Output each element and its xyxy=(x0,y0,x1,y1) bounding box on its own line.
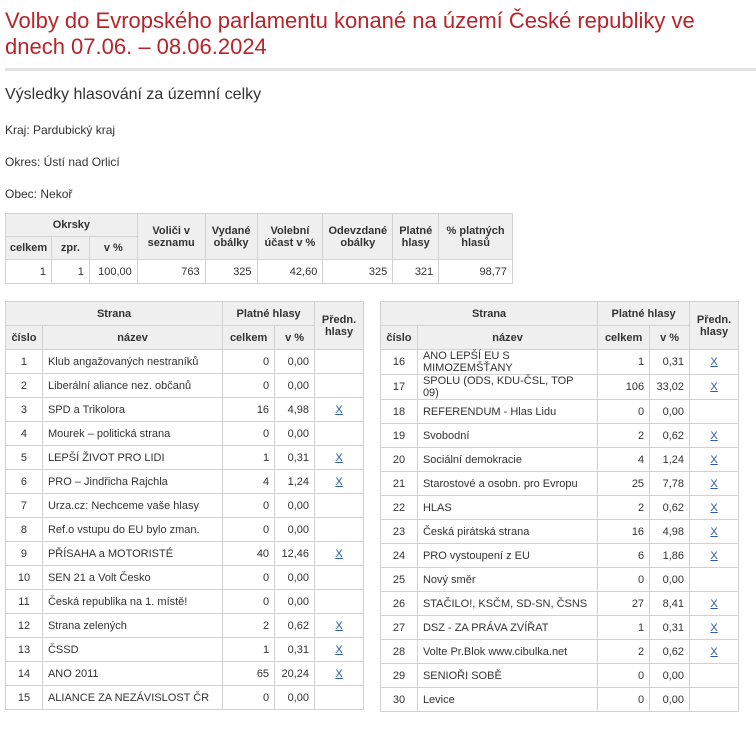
party-results-table-right xyxy=(380,301,739,712)
party-votes-total: 2 xyxy=(598,424,650,448)
header-platne-hlasy: Platné hlasy xyxy=(223,302,315,326)
party-votes-pct: 12,46 xyxy=(275,542,315,566)
party-name: ČSSD xyxy=(42,638,222,662)
party-votes-pct: 7,78 xyxy=(650,472,690,496)
party-votes-total: 25 xyxy=(598,472,650,496)
table-row xyxy=(6,494,364,518)
preferential-votes-link[interactable]: X xyxy=(335,643,343,656)
preferential-votes-link[interactable]: X xyxy=(710,549,718,562)
preferential-votes-link[interactable]: X xyxy=(710,597,718,610)
okrsky-vpct-value: 100,00 xyxy=(89,260,137,284)
party-number: 24 xyxy=(381,544,418,568)
page-title: Volby do Evropského parlamentu konané na území České republiky ve dnech 07.06. – 08.06.2024 xyxy=(5,8,695,59)
header-platne: Platné hlasy xyxy=(393,214,439,260)
preferential-votes-link[interactable]: X xyxy=(710,429,718,442)
kraj-label: Kraj: Pardubický kraj xyxy=(5,123,116,137)
preferential-votes-cell xyxy=(315,350,364,374)
party-votes-total: 0 xyxy=(598,688,650,712)
preferential-votes-cell xyxy=(315,614,364,638)
preferential-votes-link[interactable]: X xyxy=(335,619,343,632)
party-votes-total: 4 xyxy=(223,470,275,494)
preferential-votes-cell xyxy=(690,544,739,568)
party-votes-pct: 0,00 xyxy=(650,688,690,712)
party-number: 12 xyxy=(6,614,43,638)
party-votes-total: 6 xyxy=(598,544,650,568)
table-row xyxy=(381,688,739,712)
table-row xyxy=(6,422,364,446)
party-name: Starostové a osobn. pro Evropu xyxy=(417,472,597,496)
party-number: 17 xyxy=(381,375,418,400)
party-name: Liberální aliance nez. občanů xyxy=(42,374,222,398)
party-name: SPD a Trikolora xyxy=(42,398,222,422)
party-name: PŘÍSAHA a MOTORISTÉ xyxy=(42,542,222,566)
header-ucast: Volební účast v % xyxy=(257,214,323,260)
table-row xyxy=(381,520,739,544)
header-celkem: celkem xyxy=(598,326,650,350)
header-okrsky-vpct: v % xyxy=(89,237,137,260)
okres-label: Okres: Ústí nad Orlicí xyxy=(5,155,120,169)
table-row xyxy=(381,640,739,664)
party-number: 4 xyxy=(6,422,43,446)
party-votes-pct: 33,02 xyxy=(650,375,690,400)
party-number: 10 xyxy=(6,566,43,590)
party-number: 20 xyxy=(381,448,418,472)
party-number: 1 xyxy=(6,350,43,374)
preferential-votes-cell xyxy=(315,494,364,518)
party-number: 11 xyxy=(6,590,43,614)
party-votes-pct: 0,00 xyxy=(650,664,690,688)
preferential-votes-link[interactable]: X xyxy=(335,475,343,488)
party-number: 7 xyxy=(6,494,43,518)
header-predn-hlasy: Předn. hlasy xyxy=(315,302,364,350)
party-name: SPOLU (ODS, KDU-ČSL, TOP 09) xyxy=(417,375,597,400)
party-votes-pct: 0,62 xyxy=(275,614,315,638)
table-row xyxy=(6,446,364,470)
table-row xyxy=(6,566,364,590)
table-row xyxy=(381,350,739,375)
party-votes-pct: 0,00 xyxy=(275,374,315,398)
preferential-votes-link[interactable]: X xyxy=(335,667,343,680)
okrsky-zpr-value: 1 xyxy=(51,260,89,284)
party-votes-total: 40 xyxy=(223,542,275,566)
table-row xyxy=(6,350,364,374)
preferential-votes-cell xyxy=(690,688,739,712)
party-votes-total: 0 xyxy=(223,518,275,542)
preferential-votes-cell xyxy=(690,375,739,400)
party-votes-pct: 0,62 xyxy=(650,424,690,448)
party-number: 19 xyxy=(381,424,418,448)
preferential-votes-cell xyxy=(690,616,739,640)
party-name: ALIANCE ZA NEZÁVISLOST ČR xyxy=(42,686,222,710)
header-okrsky-zpr: zpr. xyxy=(51,237,89,260)
preferential-votes-cell xyxy=(315,422,364,446)
party-name: Volte Pr.Blok www.cibulka.net xyxy=(417,640,597,664)
party-number: 2 xyxy=(6,374,43,398)
party-name: Klub angažovaných nestraníků xyxy=(42,350,222,374)
party-number: 16 xyxy=(381,350,418,375)
party-votes-pct: 0,31 xyxy=(275,446,315,470)
party-name: REFERENDUM - Hlas Lidu xyxy=(417,400,597,424)
party-number: 18 xyxy=(381,400,418,424)
preferential-votes-cell xyxy=(315,446,364,470)
party-name: Česká republika na 1. místě! xyxy=(42,590,222,614)
party-number: 3 xyxy=(6,398,43,422)
party-votes-pct: 4,98 xyxy=(275,398,315,422)
party-number: 13 xyxy=(6,638,43,662)
party-votes-pct: 0,62 xyxy=(650,640,690,664)
preferential-votes-cell xyxy=(315,542,364,566)
preferential-votes-cell xyxy=(315,686,364,710)
party-name: PRO vystoupení z EU xyxy=(417,544,597,568)
preferential-votes-link[interactable]: X xyxy=(710,477,718,490)
platne-value: 321 xyxy=(393,260,439,284)
preferential-votes-link[interactable]: X xyxy=(710,381,718,393)
party-votes-total: 2 xyxy=(223,614,275,638)
party-name: ANO LEPŠÍ EU S MIMOZEMŠŤANY xyxy=(417,350,597,375)
party-name: Sociální demokracie xyxy=(417,448,597,472)
table-row xyxy=(6,686,364,710)
party-name: Strana zelených xyxy=(42,614,222,638)
header-vydane: Vydané obálky xyxy=(205,214,257,260)
preferential-votes-cell xyxy=(690,472,739,496)
party-number: 26 xyxy=(381,592,418,616)
header-celkem: celkem xyxy=(223,326,275,350)
party-votes-pct: 0,00 xyxy=(275,422,315,446)
party-number: 22 xyxy=(381,496,418,520)
party-name: Urza.cz: Nechceme vaše hlasy xyxy=(42,494,222,518)
party-votes-total: 65 xyxy=(223,662,275,686)
party-name: LEPŠÍ ŽIVOT PRO LIDI xyxy=(42,446,222,470)
party-votes-pct: 1,86 xyxy=(650,544,690,568)
preferential-votes-cell xyxy=(315,566,364,590)
obec-label: Obec: Nekoř xyxy=(5,187,73,201)
party-votes-pct: 0,31 xyxy=(650,350,690,375)
party-votes-total: 0 xyxy=(223,374,275,398)
header-cislo: číslo xyxy=(6,326,43,350)
header-strana: Strana xyxy=(6,302,223,326)
table-row xyxy=(6,662,364,686)
party-votes-total: 0 xyxy=(223,686,275,710)
party-number: 15 xyxy=(6,686,43,710)
party-name: HLAS xyxy=(417,496,597,520)
party-name: SEN 21 a Volt Česko xyxy=(42,566,222,590)
preferential-votes-cell xyxy=(690,448,739,472)
preferential-votes-cell xyxy=(315,374,364,398)
party-votes-total: 1 xyxy=(223,638,275,662)
table-row xyxy=(381,400,739,424)
table-row xyxy=(381,496,739,520)
header-vpct: v % xyxy=(275,326,315,350)
party-votes-pct: 0,62 xyxy=(650,496,690,520)
party-name: Česká pirátská strana xyxy=(417,520,597,544)
table-row xyxy=(6,374,364,398)
table-row xyxy=(6,398,364,422)
party-votes-pct: 0,00 xyxy=(275,518,315,542)
party-votes-total: 16 xyxy=(598,520,650,544)
preferential-votes-link[interactable]: X xyxy=(335,403,343,416)
table-row xyxy=(6,590,364,614)
party-votes-total: 106 xyxy=(598,375,650,400)
okrsky-celkem-value: 1 xyxy=(6,260,52,284)
party-number: 6 xyxy=(6,470,43,494)
party-votes-pct: 0,00 xyxy=(275,566,315,590)
header-odevzdane: Odevzdané obálky xyxy=(323,214,393,260)
party-name: Nový směr xyxy=(417,568,597,592)
party-votes-total: 1 xyxy=(223,446,275,470)
party-votes-total: 0 xyxy=(598,664,650,688)
table-row xyxy=(6,518,364,542)
table-row xyxy=(6,614,364,638)
preferential-votes-cell xyxy=(690,400,739,424)
party-votes-total: 2 xyxy=(598,640,650,664)
party-name: SENIOŘI SOBĚ xyxy=(417,664,597,688)
table-row xyxy=(381,568,739,592)
preferential-votes-cell xyxy=(315,662,364,686)
table-row xyxy=(381,544,739,568)
party-name: Svobodní xyxy=(417,424,597,448)
party-votes-total: 0 xyxy=(223,590,275,614)
preferential-votes-link[interactable]: X xyxy=(710,501,718,514)
party-votes-pct: 0,00 xyxy=(650,400,690,424)
table-row xyxy=(6,638,364,662)
header-pct-platnych: % platných hlasů xyxy=(439,214,513,260)
table-row xyxy=(381,616,739,640)
party-votes-total: 27 xyxy=(598,592,650,616)
preferential-votes-cell xyxy=(690,424,739,448)
header-vpct: v % xyxy=(650,326,690,350)
party-votes-pct: 0,00 xyxy=(275,590,315,614)
table-row xyxy=(381,448,739,472)
table-row xyxy=(381,592,739,616)
header-volici: Voliči v seznamu xyxy=(137,214,205,260)
table-row xyxy=(381,375,739,400)
party-number: 30 xyxy=(381,688,418,712)
party-votes-pct: 4,98 xyxy=(650,520,690,544)
party-votes-total: 0 xyxy=(598,400,650,424)
preferential-votes-cell xyxy=(690,664,739,688)
header-okrsky-celkem: celkem xyxy=(6,237,52,260)
preferential-votes-link[interactable]: X xyxy=(710,621,718,634)
preferential-votes-link[interactable]: X xyxy=(710,525,718,538)
party-votes-total: 1 xyxy=(598,350,650,375)
party-votes-pct: 1,24 xyxy=(275,470,315,494)
pct-platnych-value: 98,77 xyxy=(439,260,513,284)
party-name: ANO 2011 xyxy=(42,662,222,686)
preferential-votes-cell xyxy=(690,592,739,616)
table-row xyxy=(381,424,739,448)
preferential-votes-cell xyxy=(690,520,739,544)
header-nazev: název xyxy=(42,326,222,350)
party-votes-pct: 0,00 xyxy=(275,494,315,518)
party-number: 8 xyxy=(6,518,43,542)
summary-row xyxy=(6,260,513,284)
party-votes-total: 0 xyxy=(223,350,275,374)
ucast-value: 42,60 xyxy=(257,260,323,284)
preferential-votes-cell xyxy=(315,590,364,614)
party-name: Ref.o vstupu do EU bylo zman. xyxy=(42,518,222,542)
party-votes-pct: 20,24 xyxy=(275,662,315,686)
summary-table xyxy=(5,213,513,284)
party-votes-total: 0 xyxy=(223,422,275,446)
party-number: 21 xyxy=(381,472,418,496)
party-votes-pct: 8,41 xyxy=(650,592,690,616)
header-cislo: číslo xyxy=(381,326,418,350)
party-number: 23 xyxy=(381,520,418,544)
party-number: 5 xyxy=(6,446,43,470)
party-votes-pct: 0,31 xyxy=(275,638,315,662)
party-votes-total: 4 xyxy=(598,448,650,472)
party-votes-pct: 0,00 xyxy=(650,568,690,592)
party-results-table-left xyxy=(5,301,364,710)
header-platne-hlasy: Platné hlasy xyxy=(598,302,690,326)
header-okrsky: Okrsky xyxy=(6,214,138,237)
table-row xyxy=(6,542,364,566)
party-name: Mourek – politická strana xyxy=(42,422,222,446)
header-strana: Strana xyxy=(381,302,598,326)
preferential-votes-cell xyxy=(315,518,364,542)
preferential-votes-cell xyxy=(315,398,364,422)
party-votes-total: 0 xyxy=(223,566,275,590)
party-votes-pct: 0,31 xyxy=(650,616,690,640)
header-nazev: název xyxy=(417,326,597,350)
page-subtitle: Výsledky hlasování za územní celky xyxy=(5,86,262,103)
volici-value: 763 xyxy=(137,260,205,284)
party-name: PRO – Jindřicha Rajchla xyxy=(42,470,222,494)
party-votes-pct: 0,00 xyxy=(275,686,315,710)
party-votes-total: 16 xyxy=(223,398,275,422)
preferential-votes-cell xyxy=(690,568,739,592)
party-number: 28 xyxy=(381,640,418,664)
party-name: Levice xyxy=(417,688,597,712)
party-votes-total: 0 xyxy=(223,494,275,518)
table-row xyxy=(381,472,739,496)
party-votes-pct: 1,24 xyxy=(650,448,690,472)
preferential-votes-cell xyxy=(690,350,739,375)
preferential-votes-cell xyxy=(315,470,364,494)
party-votes-total: 0 xyxy=(598,568,650,592)
preferential-votes-cell xyxy=(315,638,364,662)
party-name: DSZ - ZA PRÁVA ZVÍŘAT xyxy=(417,616,597,640)
party-votes-total: 1 xyxy=(598,616,650,640)
preferential-votes-link[interactable]: X xyxy=(335,451,343,464)
preferential-votes-cell xyxy=(690,496,739,520)
title-divider xyxy=(5,68,756,71)
odevzdane-value: 325 xyxy=(323,260,393,284)
party-number: 25 xyxy=(381,568,418,592)
party-name: STAČILO!, KSČM, SD-SN, ČSNS xyxy=(417,592,597,616)
party-votes-pct: 0,00 xyxy=(275,350,315,374)
preferential-votes-link[interactable]: X xyxy=(710,645,718,658)
table-row xyxy=(381,664,739,688)
party-number: 27 xyxy=(381,616,418,640)
vydane-value: 325 xyxy=(205,260,257,284)
party-number: 9 xyxy=(6,542,43,566)
party-number: 29 xyxy=(381,664,418,688)
preferential-votes-link[interactable]: X xyxy=(710,356,718,368)
preferential-votes-cell xyxy=(690,640,739,664)
table-row xyxy=(6,470,364,494)
preferential-votes-link[interactable]: X xyxy=(710,453,718,466)
preferential-votes-link[interactable]: X xyxy=(335,547,343,560)
party-number: 14 xyxy=(6,662,43,686)
party-votes-total: 2 xyxy=(598,496,650,520)
header-predn-hlasy: Předn. hlasy xyxy=(690,302,739,350)
